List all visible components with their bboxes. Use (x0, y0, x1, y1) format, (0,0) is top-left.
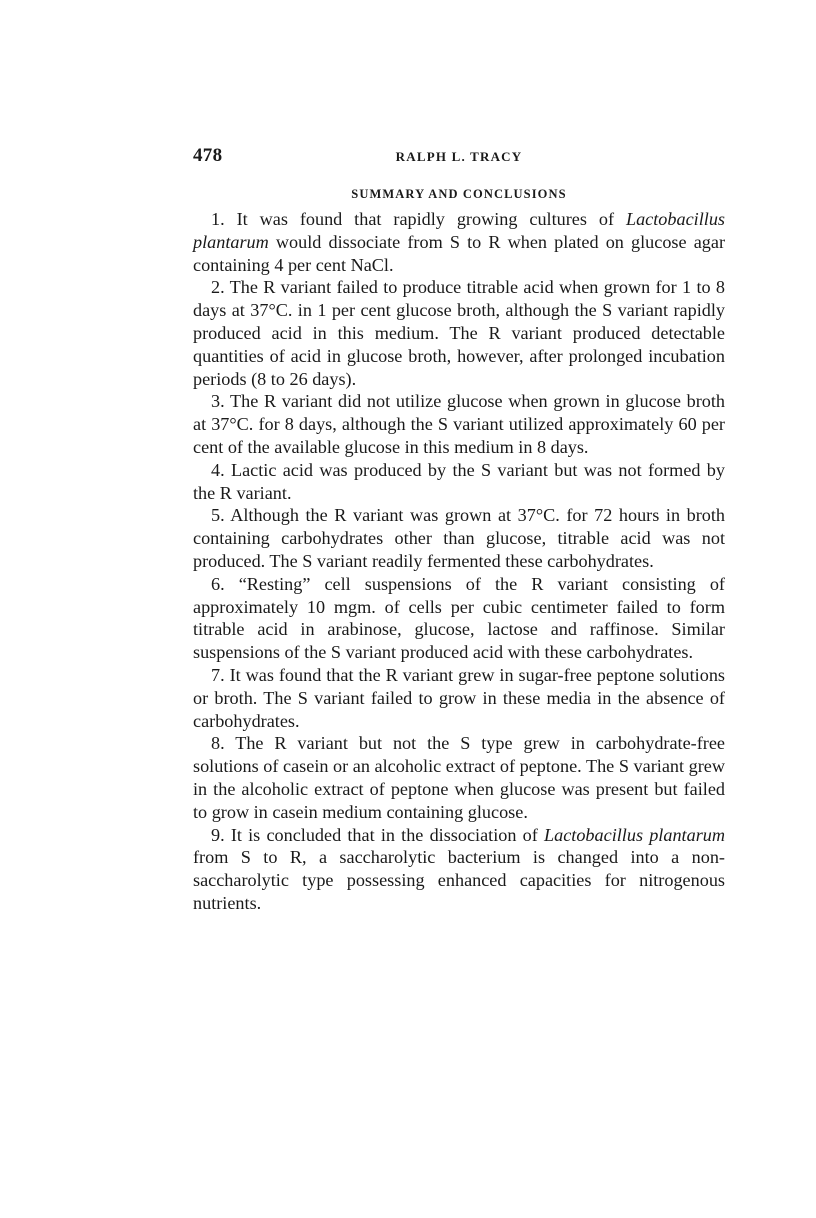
conclusion-item-7: 7. It was found that the R variant grew in sugar-free peptone solutions or broth. The S variant failed to grow in these media in the absence of carbohydrates. (193, 664, 725, 731)
page (193, 145, 725, 915)
conclusion-item-3: 3. The R variant did not utilize glucose when grown in glucose broth at 37°C. for 8 days, although the S variant utilized approximately 60 per cent of the available glucose in this medium in 8 days. (193, 391, 725, 457)
conclusion-item-5: 5. Although the R variant was grown at 37°C. for 72 hours in broth containing carbohydrates other than glucose, titrable acid was not produced. The S variant readily fermented these carbohydrates. (193, 505, 725, 571)
conclusion-item-4: 4. Lactic acid was produced by the S variant but was not formed by the R variant. (193, 459, 725, 503)
page-header (193, 145, 725, 173)
conclusion-item-6: 6. “Resting” cell suspensions of the R variant consisting of approximately 10 mgm. of cells per cubic centimeter failed to form titrable acid in arabinose, glucose, lactose and raffinose. Similar suspensions of the S variant produced acid with these carbohydrates. (193, 573, 725, 663)
species-name: Lactobacillus plantarum (544, 824, 725, 845)
conclusion-item-9: 9. It is concluded that in the dissociation of Lactobacillus plantarum from S to R, a saccharolytic bacterium is changed into a non-saccharolytic type possessing enhanced capacities for nitrogenous nutrients. (193, 824, 725, 913)
conclusion-item-1: 1. It was found that rapidly growing cultures of Lactobacillus plantarum would dissociate from S to R when plated on glucose agar containing 4 per cent NaCl. (193, 209, 725, 275)
conclusion-item-2: 2. The R variant failed to produce titrable acid when grown for 1 to 8 days at 37°C. in 1 per cent glucose broth, although the S variant rapidly produced acid in this medium. The R variant produced detectable quantities of acid in glucose broth, however, after prolonged incubation periods (8 to 26 days). (193, 277, 725, 389)
section-title: SUMMARY AND CONCLUSIONS (351, 187, 567, 201)
conclusion-item-8: 8. The R variant but not the S type grew in carbohydrate-free solutions of casein or an alcoholic extract of peptone. The S variant grew in the alcoholic extract of peptone when glucose was present but failed to grow in casein medium containing glucose. (193, 733, 725, 822)
page-number: 478 (193, 145, 223, 166)
species-name: Lactobacillus plantarum (193, 209, 725, 252)
running-head: RALPH L. TRACY (395, 149, 523, 164)
